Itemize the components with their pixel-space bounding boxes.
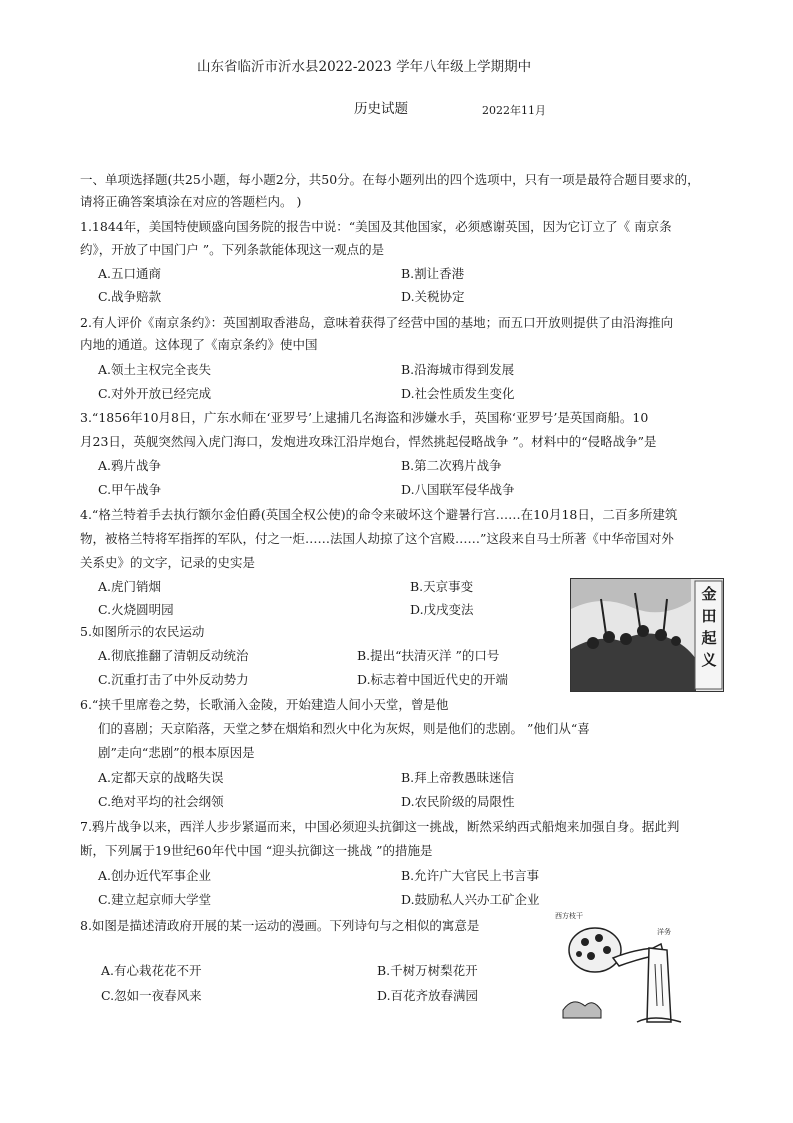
q4-option-a[interactable]: A.虎门销烟 xyxy=(98,579,162,594)
q4-stem-line3: 关系史》的文字，记录的史实是 xyxy=(80,555,256,570)
q3-option-c[interactable]: C.甲午战争 xyxy=(98,482,162,497)
q3-stem-line2: 月23日，英舰突然闯入虎门海口，发炮进攻珠江沿岸炮台，悍然挑起侵略战争 ”。材料中的“侵略战争”是 xyxy=(80,434,657,449)
q2-stem-line2: 内地的通道。这体现了《南京条约》使中国 xyxy=(80,337,318,352)
exam-subject: 历史试题 xyxy=(354,101,408,117)
q7-option-c[interactable]: C.建立起京师大学堂 xyxy=(98,892,212,907)
q5-option-b[interactable]: B.提出“扶清灭洋 ”的口号 xyxy=(357,648,500,663)
q4-option-d[interactable]: D.戊戌变法 xyxy=(410,602,474,617)
q4-option-b[interactable]: B.天京事变 xyxy=(410,579,474,594)
q1-option-a[interactable]: A.五口通商 xyxy=(98,266,162,281)
grafted-tree-illustration xyxy=(553,910,713,1025)
westernization-cartoon xyxy=(553,910,713,1025)
jintian-uprising-image xyxy=(570,578,724,692)
q1-option-c[interactable]: C.战争赔款 xyxy=(98,289,162,304)
q7-stem-line2: 断，下列属于19世纪60年代中国 “迎头抗御这一挑战 ”的措施是 xyxy=(80,843,433,858)
q8-option-d[interactable]: D.百花齐放春满园 xyxy=(377,988,479,1003)
q8-option-c[interactable]: C.忽如一夜春风来 xyxy=(101,988,202,1003)
q6-stem-line1: 6.“挟千里席卷之势，长歌涌入金陵，开始建造人间小天堂，曾是他 xyxy=(80,697,449,712)
q2-option-d[interactable]: D.社会性质发生变化 xyxy=(401,386,515,401)
q3-option-a[interactable]: A.鸦片战争 xyxy=(98,458,162,473)
q6-stem-line2: 们的喜剧；天京陷落，天堂之梦在烟焰和烈火中化为灰烬，则是他们的悲剧。 ”他们从“喜 xyxy=(98,721,590,736)
cartoon-label-yangwu: 洋务 xyxy=(657,928,671,936)
q7-option-d[interactable]: D.鼓励私人兴办工矿企业 xyxy=(401,892,540,907)
section-instructions-line2: 请将正确答案填涂在对应的答题栏内。 ) xyxy=(80,194,302,209)
q7-stem-line1: 7.鸦片战争以来，西洋人步步紧逼而来，中国必须迎头抗御这一挑战，断然采纳西式船炮来加强自身。据此判 xyxy=(80,819,680,834)
jintian-uprising-label: 金田起义 xyxy=(701,585,717,669)
q7-option-a[interactable]: A.创办近代军事企业 xyxy=(98,868,212,883)
q8-stem-line1: 8.如图是描述清政府开展的某一运动的漫画。下列诗句与之相似的寓意是 xyxy=(80,918,480,933)
q8-option-a[interactable]: A.有心栽花花不开 xyxy=(101,963,202,978)
q3-option-b[interactable]: B.第二次鸦片战争 xyxy=(401,458,502,473)
section-instructions-line1: 一、单项选择题(共25小题，每小题2分，共50分。在每小题列出的四个选项中，只有一项是最符合题目要求的， xyxy=(80,172,700,187)
q5-stem-line1: 5.如图所示的农民运动 xyxy=(80,624,205,639)
exam-date: 2022年11月 xyxy=(482,104,546,117)
q6-option-a[interactable]: A.定都天京的战略失误 xyxy=(98,770,224,785)
q6-option-c[interactable]: C.绝对平均的社会纲领 xyxy=(98,794,224,809)
q6-stem-line3: 剧”走向“悲剧”的根本原因是 xyxy=(98,745,255,760)
q5-option-c[interactable]: C.沉重打击了中外反动势力 xyxy=(98,672,249,687)
q1-option-d[interactable]: D.关税协定 xyxy=(401,289,465,304)
q3-stem-line1: 3.“1856年10月8日，广东水师在‘亚罗号’上逮捕几名海盗和涉嫌水手，英国称‘亚罗号’是英国商船。10 xyxy=(80,410,649,425)
q2-option-a[interactable]: A.领土主权完全丧失 xyxy=(98,362,212,377)
q6-option-b[interactable]: B.拜上帝教愚昧迷信 xyxy=(401,770,515,785)
cartoon-label-western: 西方枝干 xyxy=(555,912,583,920)
q8-option-b[interactable]: B.千树万树梨花开 xyxy=(377,963,478,978)
q7-option-b[interactable]: B.允许广大官民上书言事 xyxy=(401,868,540,883)
q2-option-b[interactable]: B.沿海城市得到发展 xyxy=(401,362,515,377)
q4-option-c[interactable]: C.火烧圆明园 xyxy=(98,602,174,617)
q4-stem-line2: 物，被格兰特将军指挥的军队，付之一炬……法国人劫掠了这个宫殿……”这段来自马士所著《中华帝国对外 xyxy=(80,531,674,546)
q4-stem-line1: 4.“格兰特着手去执行额尔金伯爵(英国全权公使)的命令来破坏这个避暑行宫……在10月18日，二百多所建筑 xyxy=(80,507,678,522)
q3-option-d[interactable]: D.八国联军侵华战争 xyxy=(401,482,515,497)
exam-title: 山东省临沂市沂水县2022-2023 学年八年级上学期期中 xyxy=(197,59,532,75)
q6-option-d[interactable]: D.农民阶级的局限性 xyxy=(401,794,515,809)
q2-stem-line1: 2.有人评价《南京条约》：英国割取香港岛，意味着获得了经营中国的基地；而五口开放则提供了由沿海推向 xyxy=(80,315,674,330)
q1-stem-line2: 约》，开放了中国门户 ”。下列条款能体现这一观点的是 xyxy=(80,242,385,257)
q1-option-b[interactable]: B.割让香港 xyxy=(401,266,465,281)
q2-option-c[interactable]: C.对外开放已经完成 xyxy=(98,386,212,401)
q5-option-a[interactable]: A.彻底推翻了清朝反动统治 xyxy=(98,648,249,663)
q1-stem-line1: 1.1844年，美国特使顾盛向国务院的报告中说：“美国及其他国家，必须感谢英国，因为它订立了《 南京条 xyxy=(80,219,672,234)
q5-option-d[interactable]: D.标志着中国近代史的开端 xyxy=(357,672,509,687)
